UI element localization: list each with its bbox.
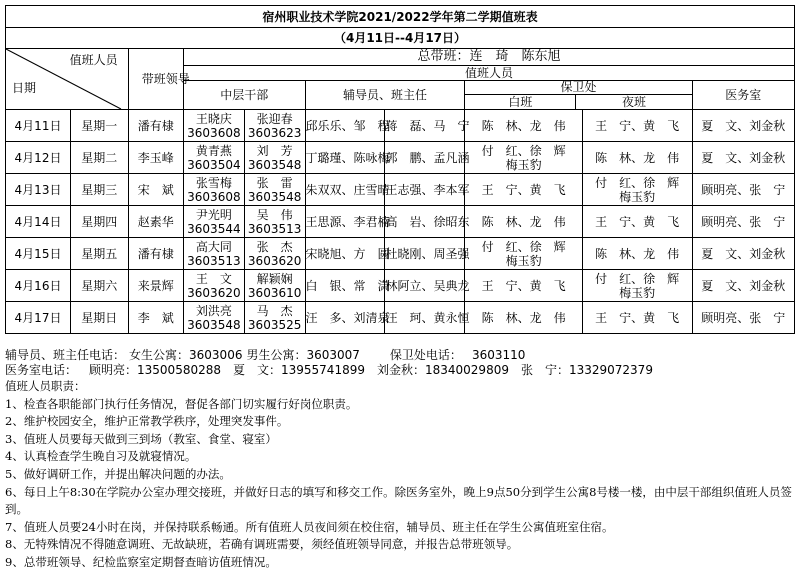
clinic-cell: 夏 文、刘金秋 — [692, 142, 795, 174]
leader-header-label: 带班领导 — [141, 72, 190, 86]
cadre-phone: 3603548 — [247, 157, 302, 172]
duty-item: 1、检查各职能部门执行任务情况，督促各部门切实履行好岗位职责。 — [5, 396, 358, 411]
corner-label-staff: 值班人员 — [69, 53, 118, 67]
duties-title: 值班人员职责： — [5, 379, 86, 393]
shift-names-extra: 梅玉豹 — [619, 189, 656, 204]
cadre-name: 张雪梅 — [195, 175, 232, 190]
middle-cadre-1 — [184, 206, 245, 238]
middle-cadre-2 — [244, 110, 305, 142]
night-shift-cell: 王 宁、黄 飞 — [582, 110, 692, 142]
date-cell: 4月13日 — [6, 174, 71, 206]
table-row — [6, 174, 795, 206]
day-shift-header: 白班 — [465, 95, 576, 109]
page-subtitle: （4月11日--4月17日） — [6, 28, 795, 49]
cadre-name: 王 文 — [195, 271, 232, 286]
corner-label-date: 日期 — [12, 81, 37, 95]
shift-names: 付 红、徐 辉 — [595, 271, 680, 286]
cadre-phone: 3603623 — [247, 125, 302, 140]
day-shift-cell: 陈 林、龙 伟 — [465, 206, 582, 238]
clinic-phone-zhang: 张 宁：13329072379 — [520, 363, 653, 377]
table-row — [6, 302, 795, 334]
weekday-cell: 星期五 — [71, 238, 129, 270]
middle-cadre-header: 中层干部 — [184, 81, 306, 110]
clinic-cell: 夏 文、刘金秋 — [692, 238, 795, 270]
shift-names-extra: 梅玉豹 — [505, 253, 542, 268]
duty-item: 9、总带班领导、纪检监察室定期督查暗访值班情况。 — [5, 554, 277, 569]
cadre-phone: 3603608 — [187, 189, 241, 204]
middle-cadre-2 — [244, 238, 305, 270]
leader-cell: 赵素华 — [128, 206, 183, 238]
page-title: 宿州职业技术学院2021/2022学年第二学期值班表 — [6, 6, 795, 28]
counselor-phone-label: 辅导员、班主任电话： — [5, 348, 126, 362]
counselor-cell-1: 邱乐乐、邹 程 — [305, 110, 385, 142]
middle-cadre-1 — [184, 270, 245, 302]
phones-line-2 — [5, 363, 653, 377]
phones-line-1 — [5, 348, 525, 362]
night-shift-header: 夜班 — [621, 95, 646, 109]
security-header-label: 保卫处 — [465, 81, 691, 95]
cadre-name: 尹光明 — [195, 207, 232, 222]
cadre-name: 张 杰 — [256, 239, 293, 254]
cadre-phone: 3603620 — [247, 253, 302, 268]
duty-roster-table — [5, 5, 795, 334]
table-row — [6, 110, 795, 142]
night-shift-cell — [582, 270, 692, 302]
cadre-name: 高大同 — [195, 239, 232, 254]
female-dorm-phone: 女生公寓：3603006 — [129, 348, 243, 362]
weekday-cell: 星期一 — [71, 110, 129, 142]
cadre-name: 马 杰 — [256, 303, 293, 318]
clinic-phone-liu: 刘金秋：18340029809 — [376, 363, 509, 377]
table-row — [6, 206, 795, 238]
middle-cadre-1 — [184, 110, 245, 142]
counselor-cell-1: 王思源、李君楠 — [305, 206, 385, 238]
counselor-cell-2: 林阿立、吴典龙 — [385, 270, 465, 302]
cadre-phone: 3603548 — [187, 317, 241, 332]
duty-item: 2、维护校园安全，维护正常教学秩序，处理突发事件。 — [5, 414, 289, 429]
counselor-cell-1: 朱双双、庄雪晴 — [305, 174, 385, 206]
middle-cadre-1 — [184, 302, 245, 334]
cadre-name: 张 雷 — [256, 175, 293, 190]
night-shift-cell — [582, 174, 692, 206]
table-row — [6, 142, 795, 174]
day-shift-cell: 陈 林、龙 伟 — [465, 302, 582, 334]
security-phone: 3603110 — [471, 348, 526, 362]
clinic-cell: 顾明亮、张 宁 — [692, 302, 795, 334]
weekday-cell: 星期六 — [71, 270, 129, 302]
shift-names-extra: 梅玉豹 — [619, 285, 656, 300]
duties-section — [5, 378, 795, 572]
staff-group-header: 值班人员 — [184, 66, 795, 81]
date-cell: 4月11日 — [6, 110, 71, 142]
cadre-phone: 3603544 — [187, 221, 241, 236]
leader-column-header — [128, 49, 190, 110]
weekday-cell: 星期二 — [71, 142, 129, 174]
table-row — [6, 270, 795, 302]
cadre-phone: 3603525 — [247, 317, 302, 332]
cadre-phone: 3603608 — [187, 125, 241, 140]
duty-item: 6、每日上午8:30在学院办公室办理交接班，并做好日志的填写和移交工作。除医务室外，晚上9点50分到学生公寓8号楼一楼，由中层干部组织值班人员签到。 — [5, 484, 792, 517]
shift-names: 付 红、徐 辉 — [595, 175, 680, 190]
middle-cadre-2 — [244, 302, 305, 334]
day-shift-cell: 王 宁、黄 飞 — [465, 174, 582, 206]
clinic-phone-gu: 顾明亮：13500580288 — [89, 363, 221, 377]
cadre-name: 刘洪亮 — [195, 303, 232, 318]
cadre-name: 解颖娴 — [256, 271, 293, 286]
shift-names: 付 红、徐 辉 — [481, 239, 566, 254]
security-header — [465, 81, 692, 110]
table-corner-header — [6, 49, 129, 110]
counselor-cell-2: 汪 珂、黄永恒 — [385, 302, 465, 334]
night-shift-cell: 王 宁、黄 飞 — [582, 206, 692, 238]
counselor-cell-2: 王志强、李本军 — [385, 174, 465, 206]
weekday-cell: 星期三 — [71, 174, 129, 206]
day-shift-cell — [465, 142, 582, 174]
counselor-cell-2: 杜晓刚、周圣强 — [385, 238, 465, 270]
date-cell: 4月15日 — [6, 238, 71, 270]
security-phone-label: 保卫处电话： — [389, 348, 462, 362]
date-cell: 4月16日 — [6, 270, 71, 302]
leader-cell: 潘有棣 — [128, 110, 183, 142]
date-cell: 4月17日 — [6, 302, 71, 334]
cadre-phone: 3603513 — [247, 221, 302, 236]
cadre-name: 王晓庆 — [195, 111, 232, 126]
night-shift-cell: 陈 林、龙 伟 — [582, 238, 692, 270]
clinic-header: 医务室 — [692, 81, 795, 110]
clinic-cell: 夏 文、刘金秋 — [692, 110, 795, 142]
middle-cadre-2 — [244, 270, 305, 302]
duty-item: 5、做好调研工作，并提出解决问题的办法。 — [5, 466, 231, 481]
leader-cell: 宋 斌 — [128, 174, 183, 206]
day-shift-cell: 王 宁、黄 飞 — [465, 270, 582, 302]
counselor-cell-2: 高 岩、徐昭东 — [385, 206, 465, 238]
day-shift-cell — [465, 238, 582, 270]
cadre-name: 张迎春 — [256, 111, 293, 126]
duty-item: 7、值班人员要24小时在岗，并保持联系畅通。所有值班人员夜间须在校住宿，辅导员、班主任在学生公寓值班室住宿。 — [5, 519, 614, 534]
date-cell: 4月14日 — [6, 206, 71, 238]
table-row — [6, 238, 795, 270]
cadre-phone: 3603513 — [187, 253, 241, 268]
counselor-header: 辅导员、班主任 — [305, 81, 465, 110]
weekday-cell: 星期日 — [71, 302, 129, 334]
night-shift-cell: 陈 林、龙 伟 — [582, 142, 692, 174]
counselor-cell-1: 白 银、常 潇 — [305, 270, 385, 302]
leader-cell: 潘有棣 — [128, 238, 183, 270]
counselor-cell-2: 蒋 磊、马 宁 — [385, 110, 465, 142]
counselor-cell-1: 汪 多、刘清泉 — [305, 302, 385, 334]
middle-cadre-1 — [184, 174, 245, 206]
counselor-cell-1: 宋晓旭、方 圆 — [305, 238, 385, 270]
cadre-phone: 3603504 — [187, 157, 241, 172]
general-shift-names: 连 琦 陈东旭 — [469, 49, 561, 64]
middle-cadre-2 — [244, 142, 305, 174]
cadre-phone: 3603548 — [247, 189, 302, 204]
night-shift-cell: 王 宁、黄 飞 — [582, 302, 692, 334]
weekday-cell: 星期四 — [71, 206, 129, 238]
day-shift-cell: 陈 林、龙 伟 — [465, 110, 582, 142]
shift-names-extra: 梅玉豹 — [505, 157, 542, 172]
middle-cadre-2 — [244, 174, 305, 206]
leader-cell: 李玉峰 — [128, 142, 183, 174]
counselor-cell-2: 郭 鹏、孟凡涵 — [385, 142, 465, 174]
clinic-cell: 夏 文、刘金秋 — [692, 270, 795, 302]
middle-cadre-1 — [184, 238, 245, 270]
counselor-cell-1: 丁璐瑾、陈咏梅 — [305, 142, 385, 174]
clinic-cell: 顾明亮、张 宁 — [692, 206, 795, 238]
clinic-phone-label: 医务室电话： — [5, 363, 78, 377]
general-shift-label: 总带班： — [417, 49, 470, 64]
cadre-name: 刘 芳 — [256, 143, 293, 158]
general-shift-header — [184, 49, 795, 66]
middle-cadre-2 — [244, 206, 305, 238]
cadre-phone: 3603620 — [187, 285, 241, 300]
duty-item: 4、认真检查学生晚自习及就寝情况。 — [5, 449, 197, 464]
clinic-phone-xia: 夏 文：13955741899 — [233, 363, 365, 377]
duty-item: 8、无特殊情况不得随意调班、无故缺班，若确有调班需要，须经值班领导同意，并报告总带班领导。 — [5, 537, 519, 552]
cadre-phone: 3603610 — [247, 285, 302, 300]
middle-cadre-1 — [184, 142, 245, 174]
cadre-name: 黄青燕 — [195, 143, 232, 158]
duty-item: 3、值班人员要每天做到三到场（教室、食堂、寝室） — [5, 431, 277, 446]
clinic-cell: 顾明亮、张 宁 — [692, 174, 795, 206]
leader-cell: 李 斌 — [128, 302, 183, 334]
leader-cell: 来景辉 — [128, 270, 183, 302]
cadre-name: 吴 伟 — [256, 207, 293, 222]
male-dorm-phone: 男生公寓：3603007 — [246, 348, 360, 362]
date-cell: 4月12日 — [6, 142, 71, 174]
shift-names: 付 红、徐 辉 — [481, 143, 566, 158]
